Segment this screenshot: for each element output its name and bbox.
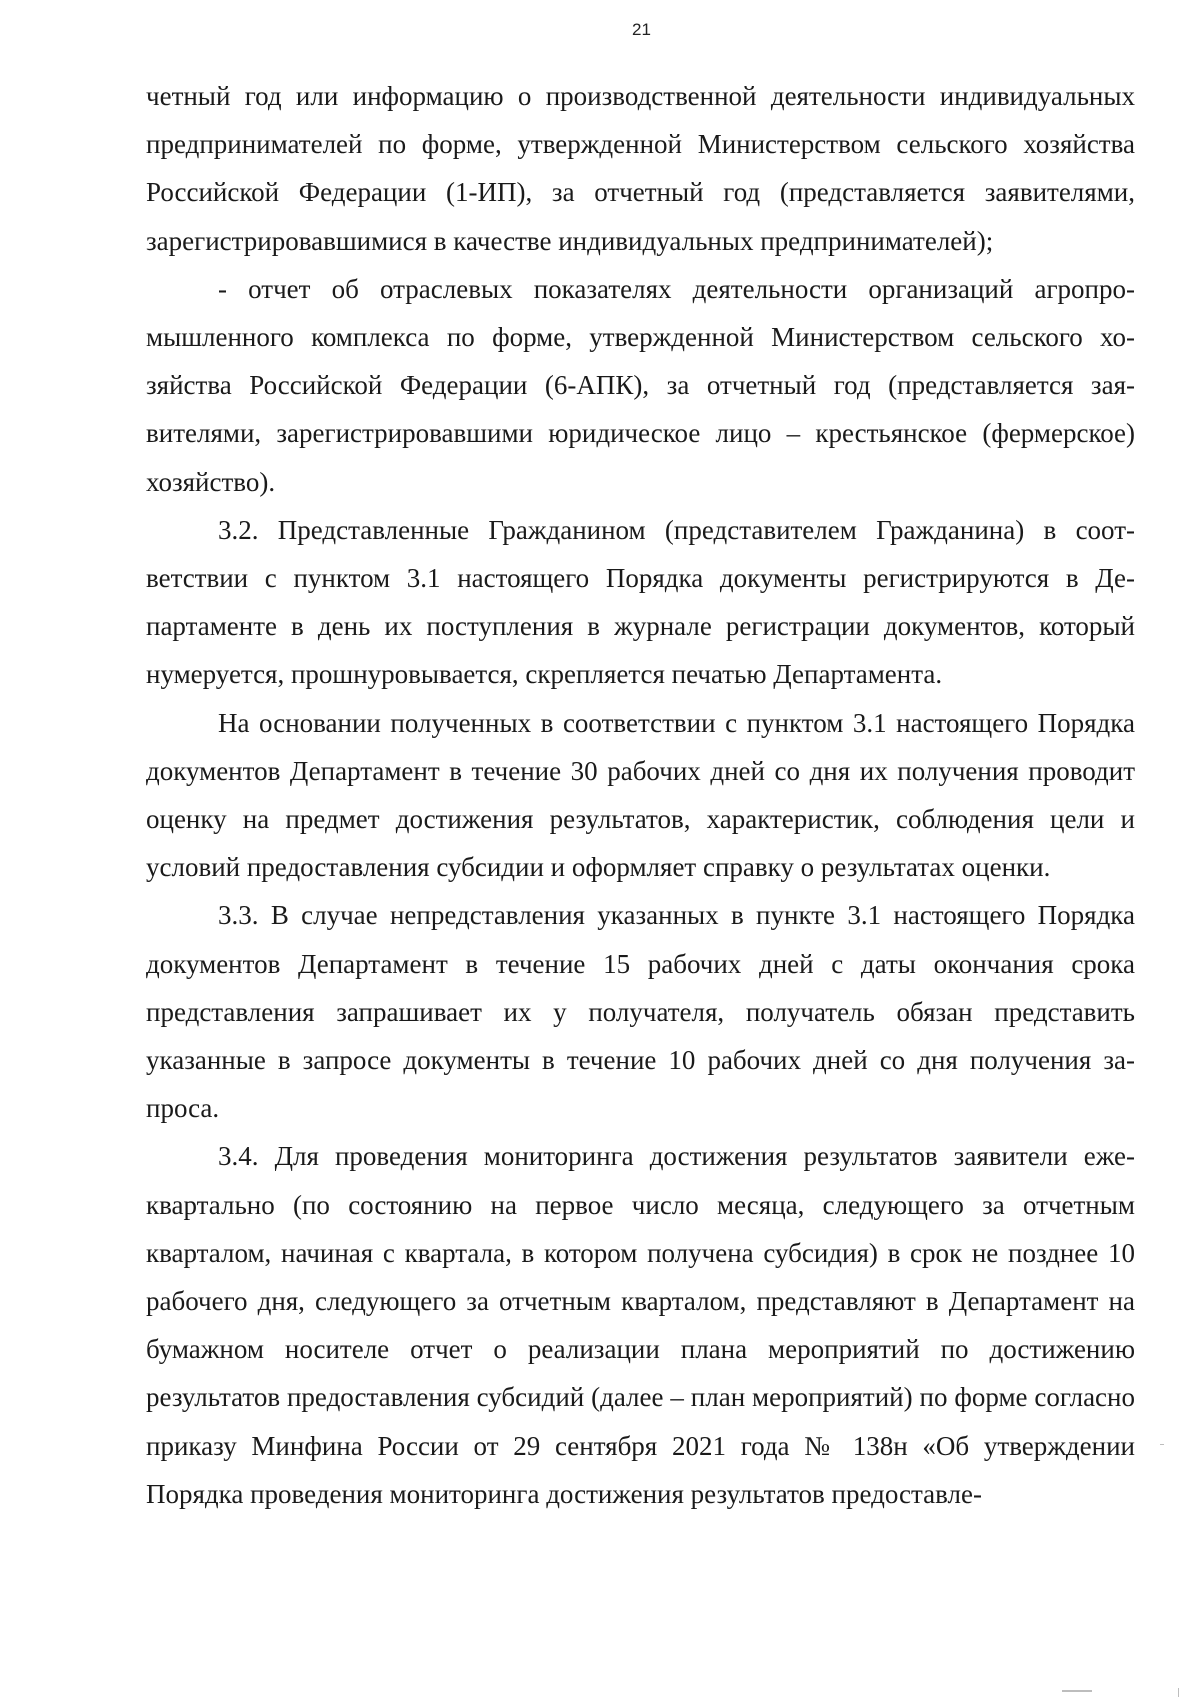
scan-artifact	[1062, 1690, 1092, 1692]
paragraph-3-4: 3.4. Для проведения мониторинга достижения результатов заявители ежеквартально (по состоянию на первое число месяца, следующего за отчетным кварталом, начиная с квартала, в котором получена субсидия) в срок не позднее 10 рабочего дня, следующего за отчетным кварталом, представляют в Департамент на бумажном носителе отчет о реализации плана мероприятий по достижению результатов предоставления субсидий (далее – план мероприятий) по форме согласно приказу Минфина России от 29 сентября 2021 года № 138н «Об утверждении Порядка проведения мониторинга достижения результатов предоставле-	[146, 1141, 1135, 1509]
paragraph-apk-report: - отчет об отраслевых показателях деятельности организаций агропромышленного комплекса по форме, утвержденной Министерством сельского хозяйства Российской Федерации (6-АПК), за отчетный год (представляется заявителями, зарегистрировавшими юридическое лицо – крестьянское (фермерское) хозяйство).	[146, 273, 1135, 497]
paragraph-3-2: 3.2. Представленные Гражданином (представителем Гражданина) в соответствии с пунктом 3.1 настоящего Порядка документы регистрируются в Департаменте в день их поступления в журнале регистрации документов, который нумеруется, прошнуровывается, скрепляется печатью Департамента.	[146, 514, 1135, 690]
scan-artifact	[1178, 1688, 1179, 1697]
paragraph-evaluation: На основании полученных в соответствии с пунктом 3.1 настоящего Порядка документов Департамент в течение 30 рабочих дней со дня их получения проводит оценку на предмет достижения результатов, характеристик, соблюдения цели и условий предоставления субсидии и оформляет справку о результатах оценки.	[146, 707, 1135, 883]
document-body	[146, 72, 1135, 1518]
scan-artifact	[1160, 1444, 1164, 1445]
page-number: 21	[632, 20, 651, 39]
paragraph-3-3: 3.3. В случае непредставления указанных в пункте 3.1 настоящего Порядка документов Департамент в течение 15 рабочих дней с даты окончания срока представления запрашивает их у получателя, получатель обязан представить указанные в запросе документы в течение 10 рабочих дней со дня получения запроса.	[146, 900, 1135, 1124]
paragraph-continuation: четный год или информацию о производственной деятельности индивидуальных предпринимателей по форме, утвержденной Министерством сельского хозяйства Российской Федерации (1-ИП), за отчетный год (представляется заявителями, зарегистрировавшимися в качестве индивидуальных предпринимателей);	[146, 81, 1135, 256]
